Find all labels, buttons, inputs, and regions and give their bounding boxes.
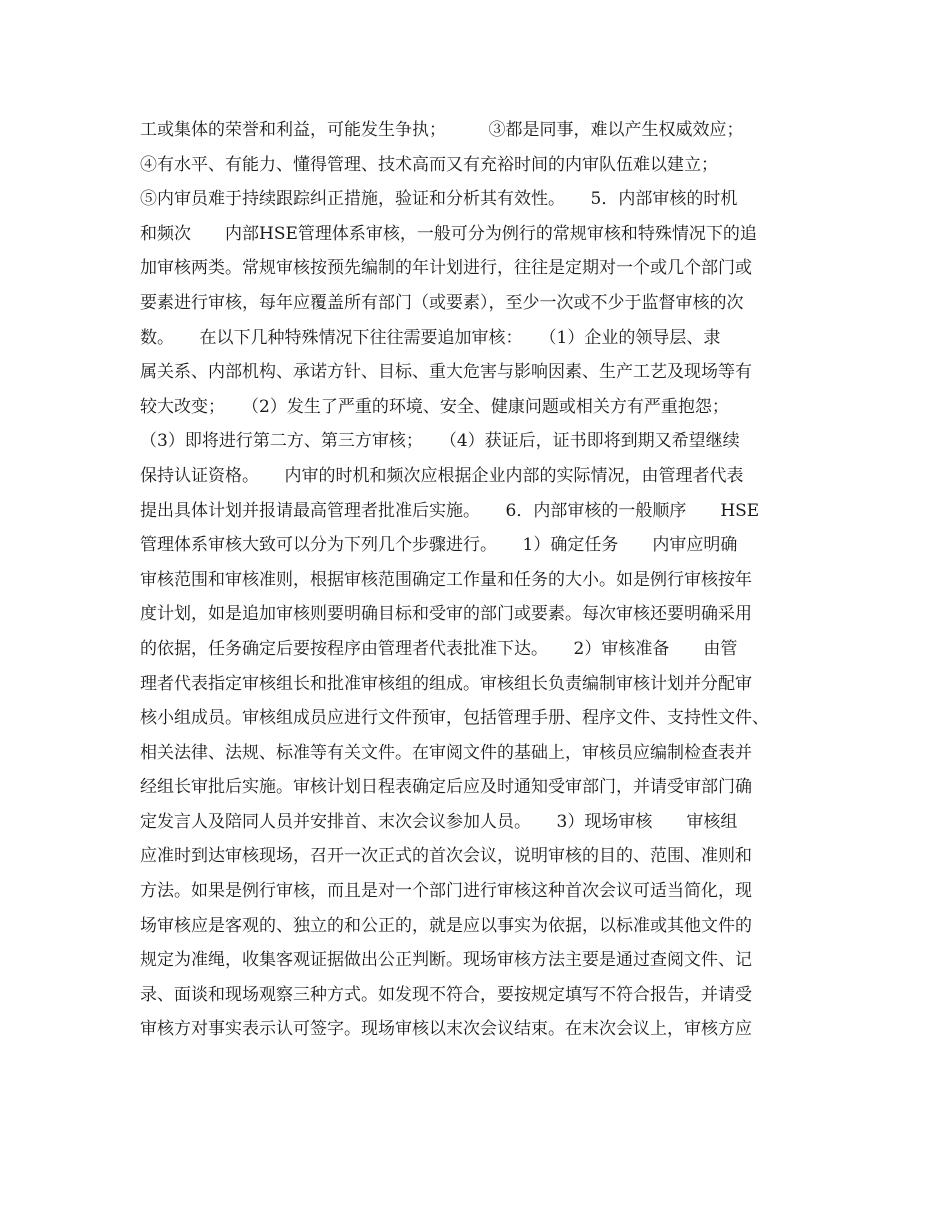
- text-line: 应准时到达审核现场，召开一次正式的首次会议，说明审核的目的、范围、准则和: [140, 846, 752, 867]
- text-line: 属关系、内部机构、承诺方针、目标、重大危害与影响因素、生产工艺及现场等有: [140, 362, 752, 383]
- text-line: 定发言人及陪同人员并安排首、末次会议参加人员。 3）现场审核 审核组: [140, 811, 738, 832]
- text-line: 审核范围和审核准则，根据审核范围确定工作量和任务的大小。如是例行审核按年: [140, 569, 752, 590]
- text-line: 的依据，任务确定后要按程序由管理者代表批准下达。 2）审核准备 由管: [140, 638, 738, 659]
- text-line: 管理体系审核大致可以分为下列几个步骤进行。 1）确定任务 内审应明确: [140, 535, 738, 556]
- text-line: 加审核两类。常规审核按预先编制的年计划进行，往往是定期对一个或几个部门或: [140, 258, 752, 279]
- text-line: 数。 在以下几种特殊情况下往往需要追加审核： （1）企业的领导层、隶: [140, 327, 721, 348]
- text-line: 较大改变； （2）发生了严重的环境、安全、健康问题或相关方有严重抱怨；: [140, 396, 729, 417]
- text-line: 度计划，如是追加审核则要明确目标和受审的部门或要素。每次审核还要明确采用: [140, 604, 752, 625]
- text-line: 核小组成员。审核组成员应进行文件预审，包括管理手册、程序文件、支持性文件、: [140, 708, 769, 729]
- text-line: 录、面谈和现场观察三种方式。如发现不符合，要按规定填写不符合报告，并请受: [140, 984, 752, 1005]
- text-line: 理者代表指定审核组长和批准审核组的组成。审核组长负责编制审核计划并分配审: [140, 673, 752, 694]
- text-line: 场审核应是客观的、独立的和公正的，就是应以事实为依据，以标准或其他文件的: [140, 915, 752, 936]
- text-line: ④有水平、有能力、懂得管理、技术高而又有充裕时间的内审队伍难以建立；: [140, 154, 718, 175]
- text-line: 审核方对事实表示认可签字。现场审核以末次会议结束。在末次会议上，审核方应: [140, 1019, 752, 1040]
- text-line: 规定为准绳，收集客观证据做出公正判断。现场审核方法主要是通过查阅文件、记: [140, 950, 752, 971]
- body-text: [140, 113, 830, 1047]
- text-line: ⑤内审员难于持续跟踪纠正措施，验证和分析其有效性。 5．内部审核的时机: [140, 189, 738, 210]
- text-line: 提出具体计划并报请最高管理者批准后实施。 6．内部审核的一般顺序 HSE: [140, 500, 760, 521]
- text-line: 保持认证资格。 内审的时机和频次应根据企业内部的实际情况，由管理者代表: [140, 465, 744, 486]
- text-line: 和频次 内部HSE管理体系审核，一般可分为例行的常规审核和特殊情况下的追: [140, 223, 757, 244]
- text-line: 方法。如果是例行审核，而且是对一个部门进行审核这种首次会议可适当简化，现: [140, 881, 752, 902]
- text-line: （3）即将进行第二方、第三方审核； （4）获证后，证书即将到期又希望继续: [140, 431, 740, 452]
- text-line: 工或集体的荣誉和利益，可能发生争执； ③都是同事，难以产生权威效应；: [140, 120, 744, 140]
- text-line: 经组长审批后实施。审核计划日程表确定后应及时通知受审部门，并请受审部门确: [140, 777, 752, 798]
- text-line: 相关法律、法规、标准等有关文件。在审阅文件的基础上，审核员应编制检查表并: [140, 742, 752, 763]
- text-line: 要素进行审核，每年应覆盖所有部门（或要素），至少一次或不少于监督审核的次: [140, 292, 744, 313]
